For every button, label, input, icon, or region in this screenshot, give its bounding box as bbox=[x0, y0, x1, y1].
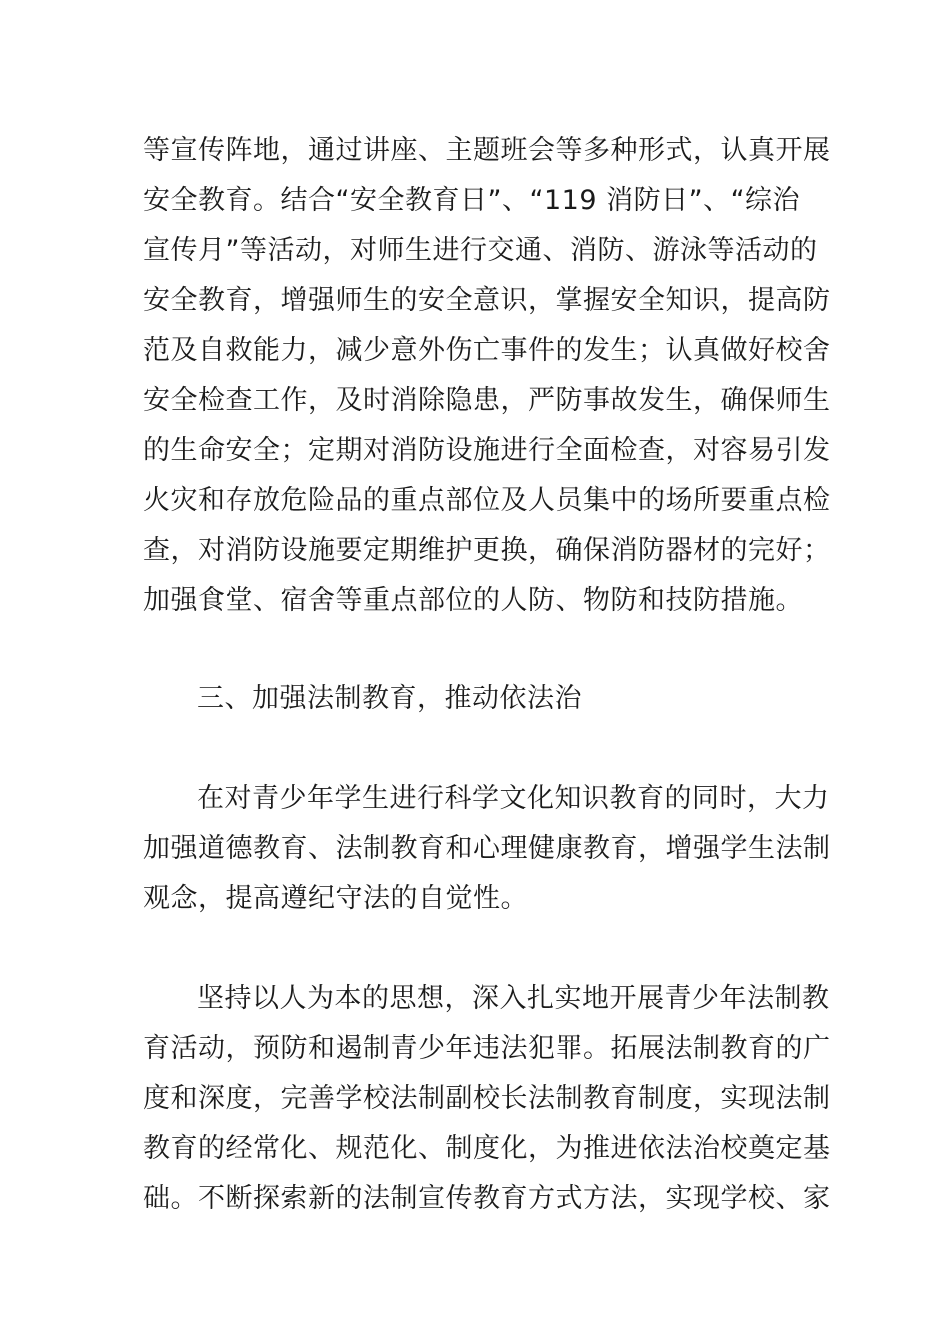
para2-line: 观念，提高遵纪守法的自觉性。 bbox=[143, 883, 528, 914]
para1-line: 安全教育。结合“安全教育日”、“119 消防日”、“综治 bbox=[143, 185, 801, 216]
para3-line: 坚持以人为本的思想，深入扎实地开展青少年法制教 bbox=[197, 983, 830, 1014]
para1-line: 火灾和存放危险品的重点部位及人员集中的场所要重点检 bbox=[143, 485, 831, 516]
para1-line: 查，对消防设施要定期维护更换，确保消防器材的完好； bbox=[143, 535, 831, 566]
para1-line: 加强食堂、宿舍等重点部位的人防、物防和技防措施。 bbox=[143, 585, 803, 616]
para2-line: 在对青少年学生进行科学文化知识教育的同时，大力 bbox=[197, 783, 830, 814]
para1-line: 范及自救能力，减少意外伤亡事件的发生；认真做好校舍 bbox=[143, 335, 831, 366]
para1-line: 宣传月”等活动，对师生进行交通、消防、游泳等活动的 bbox=[143, 235, 818, 266]
para3-line: 度和深度，完善学校法制副校长法制教育制度，实现法制 bbox=[143, 1083, 831, 1114]
para1-line: 的生命安全；定期对消防设施进行全面检查，对容易引发 bbox=[143, 435, 831, 466]
para1-line: 等宣传阵地，通过讲座、主题班会等多种形式，认真开展 bbox=[143, 135, 831, 166]
para1-line: 安全检查工作，及时消除隐患，严防事故发生，确保师生 bbox=[143, 385, 831, 416]
para3-line: 础。不断探索新的法制宣传教育方式方法，实现学校、家 bbox=[143, 1183, 831, 1214]
section-heading: 三、加强法制教育，推动依法治 bbox=[197, 683, 582, 714]
para2-line: 加强道德教育、法制教育和心理健康教育，增强学生法制 bbox=[143, 833, 831, 864]
para1-line: 安全教育，增强师生的安全意识，掌握安全知识，提高防 bbox=[143, 285, 831, 316]
para3-line: 教育的经常化、规范化、制度化，为推进依法治校奠定基 bbox=[143, 1133, 831, 1164]
para3-line: 育活动，预防和遏制青少年违法犯罪。拓展法制教育的广 bbox=[143, 1033, 831, 1064]
